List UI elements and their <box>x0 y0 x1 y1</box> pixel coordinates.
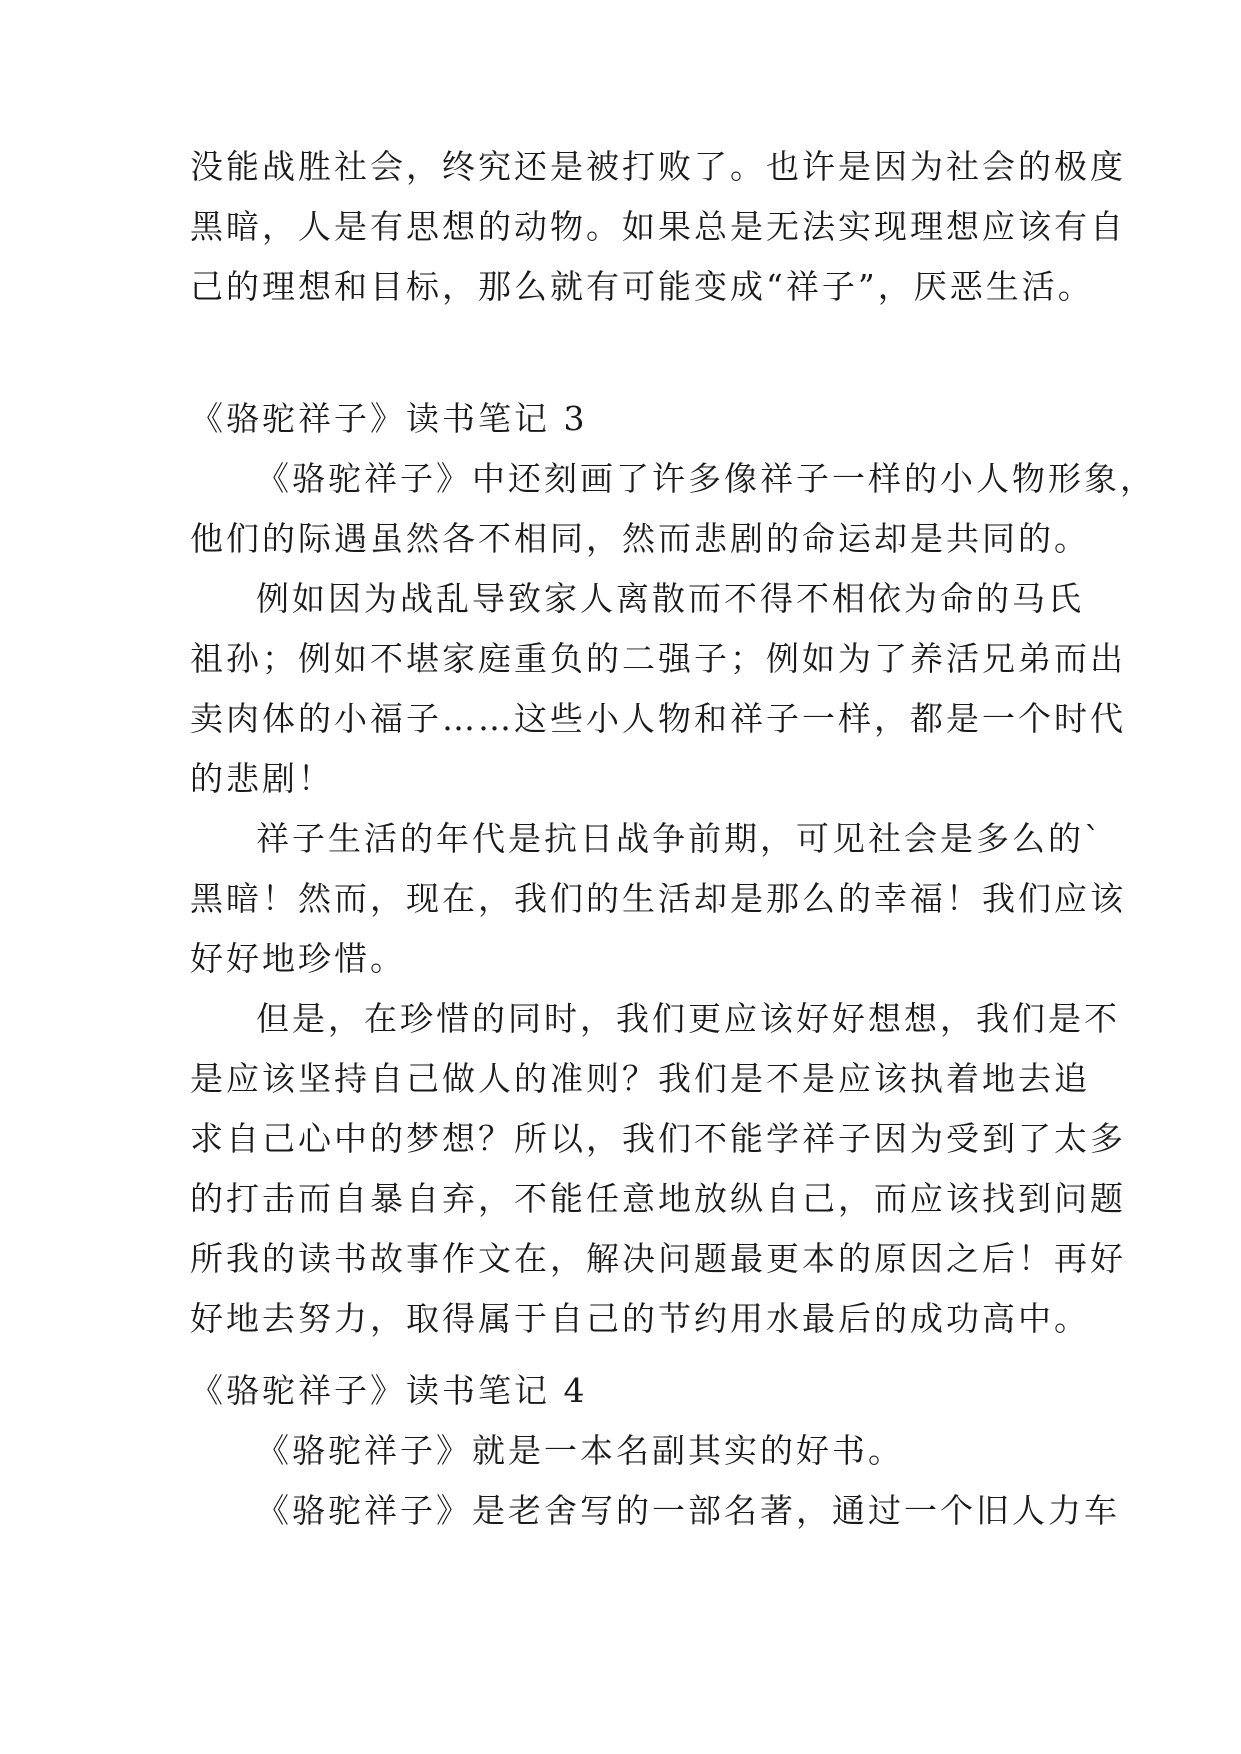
continuation-paragraph <box>190 137 1126 317</box>
text-line: 黑暗！然而，现在，我们的生活却是那么的幸福！我们应该 <box>190 879 1126 918</box>
text-line: 祥子生活的年代是抗日战争前期，可见社会是多么的` <box>256 819 1104 858</box>
text-line: 他们的际遇虽然各不相同，然而悲剧的命运却是共同的。 <box>190 519 1090 558</box>
text-line: 的打击而自暴自弃，不能任意地放纵自己，而应该找到问题 <box>190 1179 1126 1218</box>
section-3-paragraph-2 <box>190 569 1126 809</box>
section-3-heading: 《骆驼祥子》读书笔记 3 <box>190 399 588 438</box>
text-line: 没能战胜社会，终究还是被打败了。也许是因为社会的极度 <box>190 147 1126 186</box>
section-3-paragraph-1 <box>190 449 1156 569</box>
section-4-paragraph-2 <box>190 1481 1120 1541</box>
text-line: 好地去努力，取得属于自己的节约用水最后的成功高中。 <box>190 1299 1090 1338</box>
text-line: 己的理想和目标，那么就有可能变成“祥子”，厌恶生活。 <box>190 267 1094 306</box>
section-4-paragraph-1 <box>190 1421 1050 1481</box>
text-line: 《骆驼祥子》中还刻画了许多像祥子一样的小人物形象， <box>256 459 1156 498</box>
text-line: 的悲剧！ <box>190 759 334 798</box>
text-line: 黑暗，人是有思想的动物。如果总是无法实现理想应该有自 <box>190 207 1126 246</box>
text-line: 是应该坚持自己做人的准则？我们是不是应该执着地去追 <box>190 1059 1090 1098</box>
section-4-heading: 《骆驼祥子》读书笔记 4 <box>190 1371 588 1410</box>
section-3-paragraph-4 <box>190 989 1126 1349</box>
text-line: 卖肉体的小福子……这些小人物和祥子一样，都是一个时代 <box>190 699 1126 738</box>
text-line: 求自己心中的梦想？所以，我们不能学祥子因为受到了太多 <box>190 1119 1126 1158</box>
text-line: 《骆驼祥子》就是一本名副其实的好书。 <box>256 1431 904 1470</box>
text-line: 例如因为战乱导致家人离散而不得不相依为命的马氏 <box>256 579 1084 618</box>
section-3-paragraph-3 <box>190 809 1126 989</box>
text-line: 《骆驼祥子》是老舍写的一部名著，通过一个旧人力车 <box>256 1491 1120 1530</box>
text-line: 但是，在珍惜的同时，我们更应该好好想想，我们是不 <box>256 999 1120 1038</box>
text-line: 好好地珍惜。 <box>190 939 406 978</box>
text-line: 祖孙；例如不堪家庭重负的二强子；例如为了养活兄弟而出 <box>190 639 1126 678</box>
text-line: 所我的读书故事作文在，解决问题最更本的原因之后！再好 <box>190 1239 1126 1278</box>
